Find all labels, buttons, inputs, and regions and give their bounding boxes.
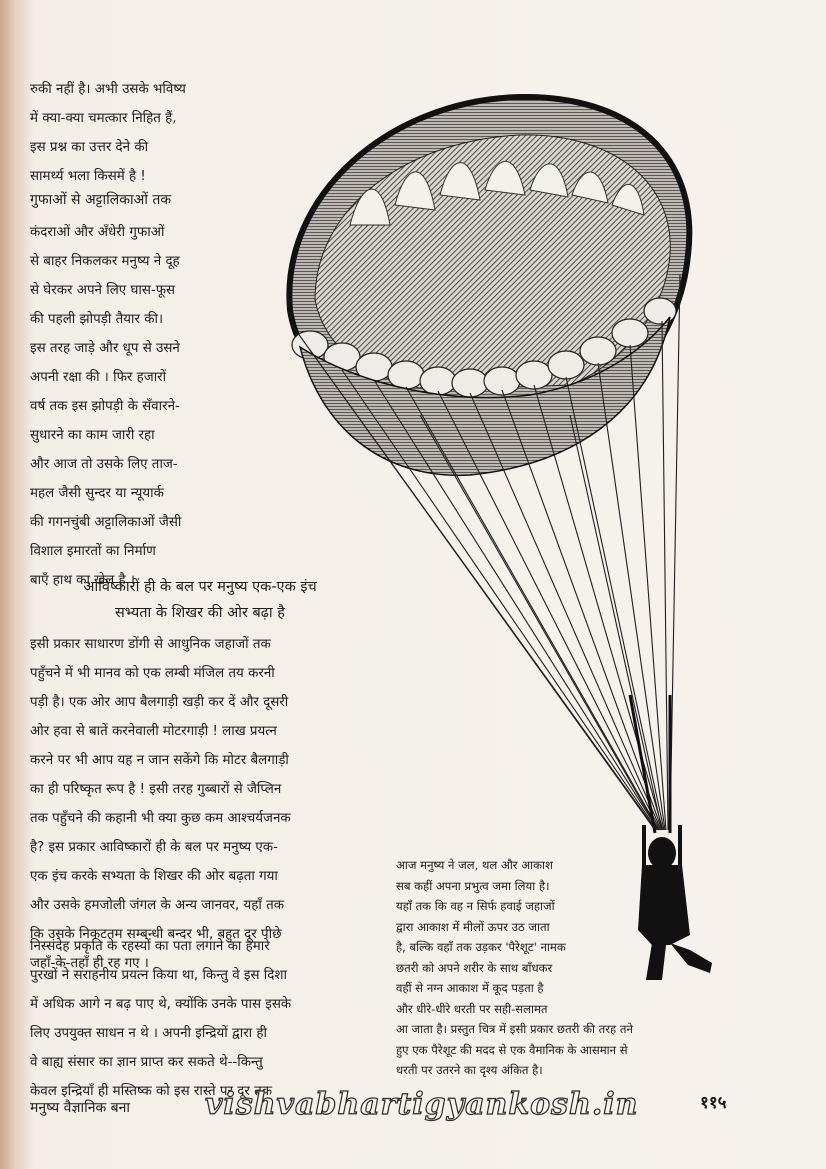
illustration-caption: आज मनुष्य ने जल, थल और आकाश सब कहीं अपना प्रभुत्व जमा लिया है। यहाँ तक कि वह न सिर्फ हवाई जहाजों द्वारा आकाश में मीलों ऊपर उठ जाता है, बल्कि वहाँ तक उड़कर 'पैरेशूट' नामक छतरी को अपने शरीर के साथ बाँधकर वहीं से नग्न आकाश में कूद पड़ता है और धीरे-धीरे धरती पर सही-सलामत आ जाता है। प्रस्तुत चित्र में इसी प्रकार छतरी की तरह तने हुए एक पैरेशूट की मदद से एक वैमानिक के आसमान से धरती पर उतरने का दृश्य अंकित है। [396, 858, 633, 1077]
paragraph-caves: कंदराओं और अँधेरी गुफाओं से बाहर निकलकर मनुष्य ने दूह से घेरकर अपने लिए घास-फूस की पहली झोपड़ी तैयार की। इस तरह जाड़े और धूप से उसने अपनी रक्षा की । फिर हजारों वर्ष तक इस झोपड़ी के सँवारने- सुधारने का काम जारी रहा और आज तो उसके लिए ताज- महल जैसी सुन्दर या न्यूयार्क की गगनचुंबी अट्टालिकाओं जैसी विशाल इमारतों का निर्माण बाएँ हाथ का खेल है । [30, 225, 182, 588]
paragraph-nature: निस्संदेह प्रकृति के रहस्यों का पता लगाने का हमारे पुरखों ने सराहनीय प्रयत्न किया था, किन्तु वे इस दिशा में अधिक आगे न बढ़ पाए थे, क्योंकि उनके पास इसके लिए उपयुक्त साधन न थे । अपनी इन्द्रियों द्वारा ही वे बाह्य संसार का ज्ञान प्राप्त कर सकते थे--किन्तु केवल इन्द्रियाँ ही मस्तिष्क को इस रास्ते पर दूर तक [30, 939, 292, 1099]
page-number: ११५ [700, 1093, 727, 1113]
paragraph-intro: रुकी नहीं है। अभी उसके भविष्य में क्या-क्या चमत्कार निहित हैं, इस प्रश्न का उत्तर देने की सामर्थ्य भला किसमें है ! [30, 82, 186, 184]
section-heading-caves: गुफाओं से अट्टालिकाओं तक [30, 192, 172, 208]
watermark: vishvabhartigyankosh.in [205, 1087, 639, 1122]
footer-chapter-title: मनुष्य वैज्ञानिक बना [30, 1100, 131, 1116]
paragraph-boats: इसी प्रकार साधारण डोंगी से आधुनिक जहाजों तक पहुँचने में भी मानव को एक लम्बी मंजिल तय करनी पड़ी है। एक ओर आप बैलगाड़ी खड़ी कर दें और दूसरी ओर हवा से बातें करनेवाली मोटरगाड़ी ! लाख प्रयत्न करने पर भी आप यह न जान सकेंगे कि मोटर बैलगाड़ी का ही परिष्कृत रूप है ! इसी तरह गुब्बारों से जैप्लिन तक पहुँचने की कहानी भी क्या कुछ कम आश्चर्यजनक है? इस प्रकार आविष्कारों ही के बल पर मनुष्य एक- एक इंच करके सभ्यता के शिखर की ओर बढ़ता गया और उसके हमजोली जंगल के अन्य जानवर, यहाँ तक कि उसके निकटतम सम्बन्धी बन्दर भी, बहुत दूर पीछे जहाँ-के-तहाँ ही रह गए । [30, 637, 291, 971]
section-heading-inventions: आविष्कारों ही के बल पर मनुष्य एक-एक इंच सभ्यता के शिखर की ओर बढ़ा है [83, 579, 317, 621]
parachute-illustration [270, 85, 750, 985]
